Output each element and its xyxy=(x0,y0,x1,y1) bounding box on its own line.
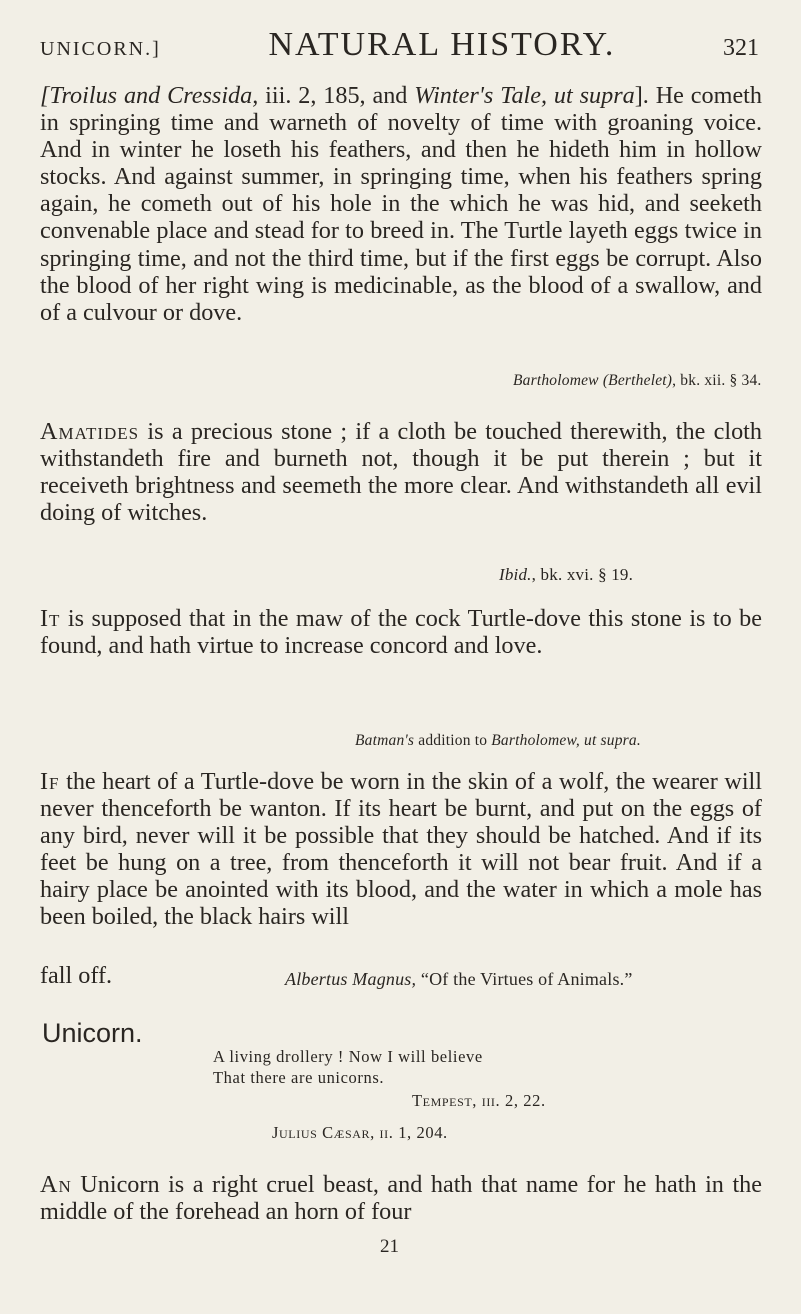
paragraph-amatides xyxy=(40,418,762,526)
epigraph-source-julius-caesar: Julius Cæsar, ii. 1, 204. xyxy=(272,1123,448,1142)
citation-albertus xyxy=(285,969,633,990)
paragraph-text: the heart of a Turtle-dove be worn in the skin of a wolf, the wearer will never thenceforth be wanton. If its heart be burnt, and put on the eggs of any bird, never will it be possible that they should be hatched. And if its feet be hung on a tree, from thenceforth it will not bear fruit. And if a hairy place be anointed with its blood, and the water in which a mole has been boiled, the black hairs will xyxy=(40,768,762,931)
citation-ibid xyxy=(499,565,633,585)
paragraph-text: Unicorn is a right cruel beast, and hath that name for he hath in the middle of the forehead an horn of four xyxy=(40,1171,762,1226)
citation-author: Albertus Magnus, xyxy=(285,969,417,989)
citation-title: “Of the Virtues of Animals.” xyxy=(416,969,633,989)
lead-word: Amatides xyxy=(40,418,140,445)
paragraph-stone-maw xyxy=(40,605,762,659)
reference-italic: Winter's Tale, ut supra xyxy=(414,82,635,109)
reference-close: ]. xyxy=(634,82,649,109)
reference-text: iii. 2, 185, and xyxy=(258,82,415,109)
paragraph-turtle-dove xyxy=(40,82,762,326)
citation-location: , bk. xvi. § 19. xyxy=(531,565,634,584)
citation-author: Bartholomew xyxy=(513,372,599,389)
page-number: 321 xyxy=(723,35,759,61)
running-head-title: NATURAL HISTORY. xyxy=(268,26,616,63)
citation-author: Ibid. xyxy=(499,565,532,584)
lead-word: If xyxy=(40,768,60,795)
paragraph-text: is supposed that in the maw of the cock Turtle-dove this stone is to be found, and hath virtue to increase concord and love. xyxy=(40,605,762,660)
lead-word: An xyxy=(40,1171,72,1198)
epigraph-line-1: A living drollery ! Now I will believe xyxy=(213,1047,483,1066)
citation-author: Batman's xyxy=(355,732,415,749)
running-header xyxy=(40,26,759,66)
citation-batman xyxy=(355,732,641,750)
reference-italic: [Troilus and Cressida, xyxy=(40,82,259,109)
citation-source: Bartholomew, ut supra. xyxy=(491,732,641,749)
citation-connector: addition to xyxy=(414,732,492,749)
citation-edition: (Berthelet) xyxy=(602,372,673,389)
section-heading-unicorn: Unicorn. xyxy=(42,1018,143,1048)
paragraph-unicorn xyxy=(40,1171,762,1225)
epigraph-line-2: That there are unicorns. xyxy=(213,1068,385,1087)
paragraph-heart xyxy=(40,768,762,931)
running-head-left: UNICORN.] xyxy=(40,38,161,60)
paragraph-text: is a precious stone ; if a cloth be touched therewith, the cloth withstandeth fire and burneth not, though it be put therein ; but it receiveth brightness and seemeth the more clear. And withstandeth all evil doing of witches. xyxy=(40,418,762,527)
citation-location: , bk. xii. § 34. xyxy=(672,372,762,389)
paragraph-last-line: fall off. xyxy=(40,962,113,989)
citation-bartholomew xyxy=(513,372,761,390)
paragraph-text: He cometh in springing time and warneth of novelty of time with groaning voice. And in winter he loseth his feathers, and then he hideth him in hollow stocks. And against summer, in springing time, when his feathers spring again, he cometh out of his hole in the which he was hid, and seeketh convenable place and stead for to breed in. The Turtle layeth eggs twice in springing time, and not the third time, but if the first eggs be corrupt. Also the blood of her right wing is medicinable, as the blood of a swallow, and of a culvour or dove. xyxy=(40,82,762,326)
epigraph-source-tempest: Tempest, iii. 2, 22. xyxy=(412,1091,546,1110)
signature-mark: 21 xyxy=(380,1236,399,1257)
lead-word: It xyxy=(40,605,61,632)
